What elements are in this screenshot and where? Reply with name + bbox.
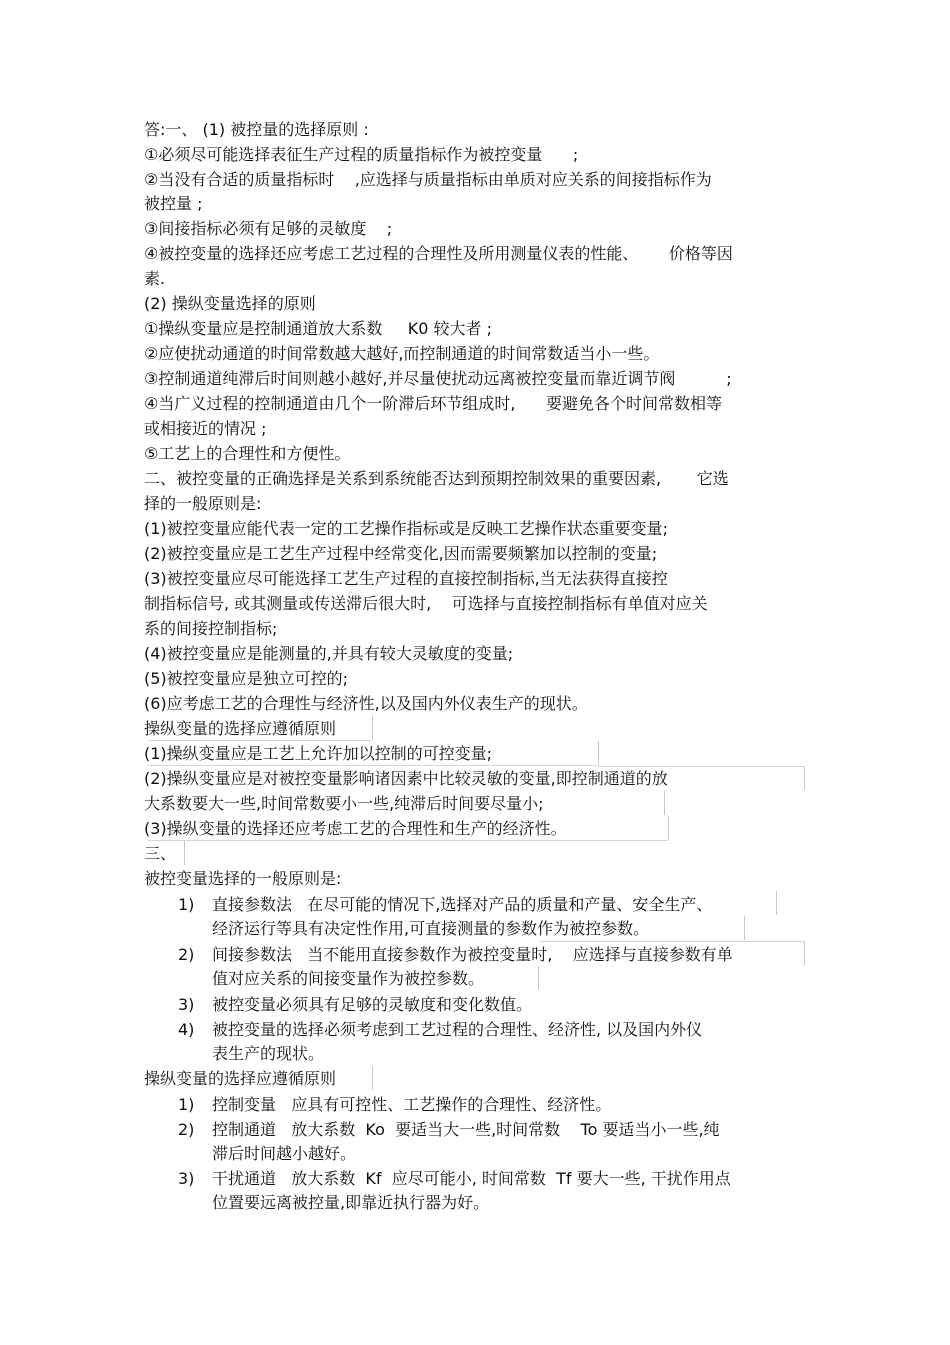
border-artifact: [804, 766, 805, 790]
list-item-continued: 位置要远离被控量,即靠近执行器为好。: [212, 1193, 490, 1212]
text-line: ③间接指标必须有足够的灵敏度 ;: [144, 219, 393, 238]
text-line: (4)被控变量应是能测量的,并具有较大灵敏度的变量;: [144, 644, 514, 663]
border-artifact: [804, 941, 805, 965]
list-item: 间接参数法 当不能用直接参数作为被控变量时, 应选择与直接参数有单: [212, 945, 733, 964]
list-item: 被控变量的选择必须考虑到工艺过程的合理性、经济性, 以及国内外仪: [212, 1020, 703, 1039]
text-line: ④当广义过程的控制通道由几个一阶滞后环节组成时, 要避免各个时间常数相等: [144, 394, 722, 413]
list-item: 被控变量必须具有足够的灵敏度和变化数值。: [212, 995, 533, 1014]
text-line: (1)操纵变量应是工艺上允许加以控制的可控变量;: [144, 744, 493, 763]
text-line: ⑤工艺上的合理性和方便性。: [144, 444, 351, 463]
list-item-continued: 值对应关系的间接变量作为被控参数。: [212, 969, 485, 988]
list-number: 4): [178, 1020, 195, 1039]
list-item: 控制变量 应具有可控性、工艺操作的合理性、经济性。: [212, 1095, 612, 1114]
text-line: (1)被控变量应能代表一定的工艺操作指标或是反映工艺操作状态重要变量;: [144, 519, 669, 538]
answer-heading: 答:一、 (1) 被控量的选择原则 :: [144, 120, 369, 139]
list-item-continued: 经济运行等具有决定性作用,可直接测量的参数作为被控参数。: [212, 919, 650, 938]
text-line: 系的间接控制指标;: [144, 619, 278, 638]
section-heading: 二、被控变量的正确选择是关系到系统能否达到预期控制效果的重要因素, 它选: [144, 469, 729, 488]
text-line: 被控变量选择的一般原则是:: [144, 869, 342, 888]
text-line: ①操纵变量应是控制通道放大系数 K0 较大者 ;: [144, 319, 493, 338]
text-line: ③控制通道纯滞后时间则越小越好,并尽量使扰动远离被控变量而靠近调节阀 ;: [144, 369, 732, 388]
section-heading: 操纵变量的选择应遵循原则: [144, 719, 337, 738]
text-line: 素.: [144, 269, 166, 288]
border-artifact: [372, 1066, 373, 1090]
text-line: (6)应考虑工艺的合理性与经济性,以及国内外仪表生产的现状。: [144, 694, 588, 713]
text-line: ②当没有合适的质量指标时 ,应选择与质量指标由单质对应关系的间接指标作为: [144, 170, 712, 189]
list-item: 控制通道 放大系数 Ko 要适当大一些,时间常数 To 要适当小一些,纯: [212, 1120, 720, 1139]
list-item-continued: 表生产的现状。: [212, 1044, 325, 1063]
section-heading: 操纵变量的选择应遵循原则: [144, 1069, 337, 1088]
border-artifact: [776, 891, 777, 915]
border-artifact: [540, 941, 804, 942]
border-artifact: [148, 840, 668, 841]
text-line: 被控量 ;: [144, 194, 203, 213]
border-artifact: [538, 966, 539, 990]
list-number: 2): [178, 945, 195, 964]
text-line: ②应使扰动通道的时间常数越大越好,而控制通道的时间常数适当小一些。: [144, 344, 660, 363]
text-line: ④被控变量的选择还应考虑工艺过程的合理性及所用测量仪表的性能、 价格等因: [144, 244, 733, 263]
text-line: ①必须尽可能选择表征生产过程的质量指标作为被控变量 ;: [144, 145, 579, 164]
border-artifact: [184, 841, 185, 865]
list-number: 2): [178, 1120, 195, 1139]
text-line: (3)操纵变量的选择还应考虑工艺的合理性和生产的经济性。: [144, 819, 567, 838]
section-heading: 三、: [144, 844, 177, 863]
list-number: 1): [178, 1095, 195, 1114]
border-artifact: [148, 765, 598, 766]
border-artifact: [148, 740, 372, 741]
text-line: 制指标信号, 或其测量或传送滞后很大时, 可选择与直接控制指标有单值对应关: [144, 594, 708, 613]
border-artifact: [598, 741, 599, 765]
list-number: 3): [178, 1169, 195, 1188]
list-item: 干扰通道 放大系数 Kf 应尽可能小, 时间常数 Tf 要大一些, 干扰作用点: [212, 1169, 731, 1188]
text-line: 或相接近的情况 ;: [144, 419, 267, 438]
list-number: 3): [178, 995, 195, 1014]
border-artifact: [372, 716, 373, 740]
border-artifact: [744, 916, 745, 940]
text-line: (2)操纵变量应是对被控变量影响诸因素中比较灵敏的变量,即控制通道的放: [144, 769, 668, 788]
list-number: 1): [178, 895, 195, 914]
border-artifact: [598, 766, 804, 767]
section-heading: (2) 操纵变量选择的原则: [144, 294, 316, 313]
border-artifact: [664, 791, 665, 815]
text-line: 择的一般原则是:: [144, 494, 262, 513]
text-line: (2)被控变量应是工艺生产过程中经常变化,因而需要频繁加以控制的变量;: [144, 544, 658, 563]
border-artifact: [668, 816, 669, 840]
text-line: (5)被控变量应是独立可控的;: [144, 669, 349, 688]
list-item: 直接参数法 在尽可能的情况下,选择对产品的质量和产量、安全生产、: [212, 895, 713, 914]
list-item-continued: 滞后时间越小越好。: [212, 1144, 357, 1163]
text-line: 大系数要大一些,时间常数要小一些,纯滞后时间要尽量小;: [144, 794, 544, 813]
text-line: (3)被控变量应尽可能选择工艺生产过程的直接控制指标,当无法获得直接控: [144, 569, 668, 588]
